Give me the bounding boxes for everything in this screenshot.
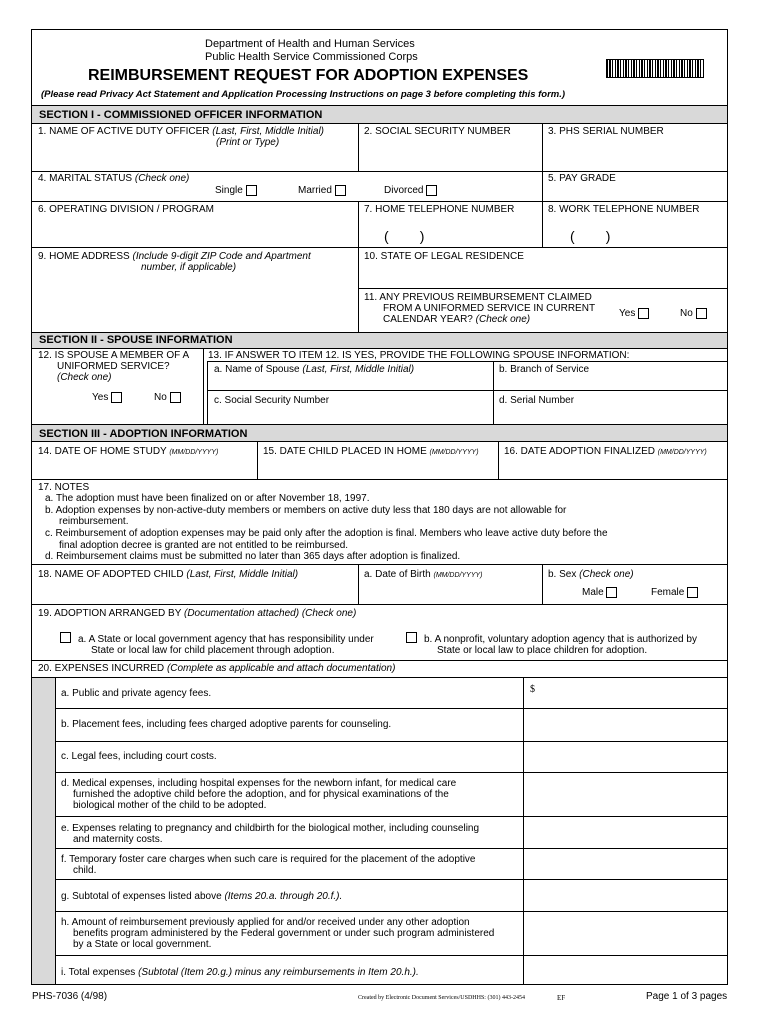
home-study-date-input[interactable]: [32, 458, 256, 478]
field-12-line2: UNIFORMED SERVICE?: [57, 361, 170, 372]
expense-d-amount[interactable]: [524, 773, 727, 815]
option-19a: a. A State or local government agency that has responsibility under: [78, 634, 374, 645]
gov-agency-option: [60, 632, 71, 643]
expense-d-cont2: biological mother of the child to be adopted.: [73, 800, 267, 811]
spouse-no: No: [154, 392, 181, 403]
spouse-yes-checkbox[interactable]: [111, 392, 122, 403]
field-1-hint: (Print or Type): [216, 137, 280, 148]
field-3-label: 3. PHS SERIAL NUMBER: [548, 126, 664, 137]
divider: [207, 361, 728, 362]
corps-name: Public Health Service Commissioned Corps: [205, 51, 418, 63]
female-option: Female: [651, 587, 698, 598]
home-address-input[interactable]: [32, 276, 357, 332]
home-phone-area[interactable]: ( ): [384, 228, 425, 244]
divider: [207, 390, 728, 391]
note-a: a. The adoption must have been finalized on or after November 18, 1997.: [45, 493, 370, 504]
expense-a-amount[interactable]: [524, 678, 727, 707]
field-10-label: 10. STATE OF LEGAL RESIDENCE: [364, 251, 524, 262]
divider: [55, 677, 56, 985]
divider: [31, 479, 728, 480]
expense-i-amount[interactable]: [524, 956, 727, 984]
field-6-label: 6. OPERATING DIVISION / PROGRAM: [38, 204, 214, 215]
expense-h-amount[interactable]: [524, 912, 727, 954]
single-checkbox[interactable]: [246, 185, 257, 196]
field-7-label: 7. HOME TELEPHONE NUMBER: [364, 204, 515, 215]
field-20-label: 20. EXPENSES INCURRED (Complete as applicable and attach documentation): [38, 663, 396, 674]
field-18a-label: a. Date of Birth (MM/DD/YYYY): [364, 569, 483, 580]
field-4-label: 4. MARITAL STATUS (Check one): [38, 173, 190, 184]
male-checkbox[interactable]: [606, 587, 617, 598]
form-title: REIMBURSEMENT REQUEST FOR ADOPTION EXPENSES: [88, 67, 529, 84]
section-2-heading: SECTION II - SPOUSE INFORMATION: [39, 334, 233, 346]
dollar-sign: $: [530, 684, 535, 695]
single-option: Single: [215, 185, 257, 196]
prev-claim-yes-checkbox[interactable]: [638, 308, 649, 319]
field-13d-label: d. Serial Number: [499, 395, 575, 406]
note-b-cont: reimbursement.: [59, 516, 129, 527]
left-margin-bar: [32, 678, 55, 984]
divider: [31, 201, 728, 202]
barcode: [606, 59, 704, 78]
spouse-name-input[interactable]: [208, 376, 492, 389]
divider: [542, 564, 543, 604]
instructions-note: (Please read Privacy Act Statement and Application Processing Instructions on page 3 before completing this form.): [41, 89, 566, 100]
expense-h-cont2: by a State or local government.: [73, 939, 212, 950]
field-12-label: 12. IS SPOUSE A MEMBER OF A: [38, 350, 190, 361]
expense-f-label: f. Temporary foster care charges when such care is required for the placement of the adoptive: [61, 854, 476, 865]
expense-g-label: g. Subtotal of expenses listed above (Items 20.a. through 20.f.).: [61, 891, 343, 902]
created-by: Created by Electronic Document Services/USDHHS: (301) 443-2454: [358, 995, 525, 1001]
section-3-heading: SECTION III - ADOPTION INFORMATION: [39, 428, 248, 440]
pay-grade-input[interactable]: [543, 186, 727, 201]
nonprofit-option: [406, 632, 417, 643]
ef-mark: EF: [557, 994, 566, 1002]
field-16-label: 16. DATE ADOPTION FINALIZED (MM/DD/YYYY): [504, 446, 707, 457]
phs-serial-input[interactable]: [543, 140, 727, 170]
spouse-yes: Yes: [92, 392, 122, 403]
expense-d-label: d. Medical expenses, including hospital expenses for the newborn infant, for medical care: [61, 778, 457, 789]
expense-e-amount[interactable]: [524, 817, 727, 847]
divider: [31, 660, 728, 661]
field-19-label: 19. ADOPTION ARRANGED BY (Documentation attached) (Check one): [38, 608, 357, 619]
option-19b-cont: State or local law to place children for adoption.: [437, 645, 648, 656]
operating-division-input[interactable]: [32, 218, 357, 246]
field-11-label: 11. ANY PREVIOUS REIMBURSEMENT CLAIMED: [364, 292, 592, 303]
spouse-no-checkbox[interactable]: [170, 392, 181, 403]
legal-residence-input[interactable]: [359, 264, 727, 287]
field-13c-label: c. Social Security Number: [214, 395, 330, 406]
field-11-line3: CALENDAR YEAR? (Check one): [383, 314, 531, 325]
field-1-label: 1. NAME OF ACTIVE DUTY OFFICER (Last, First, Middle Initial): [38, 126, 324, 137]
expense-b-label: b. Placement fees, including fees charged adoptive parents for counseling.: [61, 719, 392, 730]
field-18b-label: b. Sex (Check one): [548, 569, 634, 580]
note-b: b. Adoption expenses by non-active-duty members or members on active duty less that 180 days are not allowable for: [45, 505, 567, 516]
prev-claim-no: No: [680, 308, 707, 319]
expense-f-amount[interactable]: [524, 849, 727, 878]
expense-h-label: h. Amount of reimbursement previously applied for and/or received under any other adoption: [61, 917, 470, 928]
placed-date-input[interactable]: [258, 458, 497, 478]
expense-b-amount[interactable]: [524, 709, 727, 740]
field-13a-label: a. Name of Spouse (Last, First, Middle Initial): [214, 364, 415, 375]
divider: [542, 201, 543, 247]
expense-i-label: i. Total expenses (Subtotal (Item 20.g.) minus any reimbursements in Item 20.h.).: [61, 967, 419, 978]
ssn-input[interactable]: [359, 140, 541, 170]
field-14-label: 14. DATE OF HOME STUDY (MM/DD/YYYY): [38, 446, 219, 457]
option-19a-cont: State or local law for child placement through adoption.: [91, 645, 335, 656]
divider: [31, 171, 728, 172]
divider: [31, 441, 728, 442]
prev-claim-no-checkbox[interactable]: [696, 308, 707, 319]
section-1-heading: SECTION I - COMMISSIONED OFFICER INFORMATION: [39, 109, 323, 121]
field-5-label: 5. PAY GRADE: [548, 173, 616, 184]
field-18-label: 18. NAME OF ADOPTED CHILD (Last, First, Middle Initial): [38, 569, 299, 580]
officer-name-input[interactable]: [32, 150, 357, 170]
female-checkbox[interactable]: [687, 587, 698, 598]
divider: [31, 348, 728, 349]
expense-c-label: c. Legal fees, including court costs.: [61, 751, 217, 762]
work-phone-area[interactable]: ( ): [570, 228, 611, 244]
expense-f-cont: child.: [73, 865, 97, 876]
expense-d-cont: furnished the adoptive child before the adoption, and for physical examinations of the: [73, 789, 449, 800]
divorced-checkbox[interactable]: [426, 185, 437, 196]
nonprofit-checkbox[interactable]: [406, 632, 417, 643]
divider: [31, 123, 728, 124]
expense-c-amount[interactable]: [524, 742, 727, 771]
expense-e-cont: and maternity costs.: [73, 834, 163, 845]
notes-heading: 17. NOTES: [38, 482, 90, 493]
field-13-label: 13. IF ANSWER TO ITEM 12. IS YES, PROVIDE THE FOLLOWING SPOUSE INFORMATION:: [208, 350, 630, 361]
divider: [203, 348, 204, 424]
divider: [358, 288, 728, 289]
field-13b-label: b. Branch of Service: [499, 364, 590, 375]
note-c: c. Reimbursement of adoption expenses may be paid only after the adoption is final. Members who leave active duty before the: [45, 528, 608, 539]
field-8-label: 8. WORK TELEPHONE NUMBER: [548, 204, 700, 215]
option-19b: b. A nonprofit, voluntary adoption agency that is authorized by: [424, 634, 697, 645]
married-checkbox[interactable]: [335, 185, 346, 196]
field-9-hint: number, if applicable): [141, 262, 237, 273]
divider: [31, 247, 728, 248]
divorced-option: Divorced: [384, 185, 437, 196]
gov-agency-checkbox[interactable]: [60, 632, 71, 643]
field-9-label: 9. HOME ADDRESS (Include 9-digit ZIP Code and Apartment: [38, 251, 311, 262]
expense-h-cont: benefits program administered by the Federal government or under such program administered: [73, 928, 495, 939]
field-15-label: 15. DATE CHILD PLACED IN HOME (MM/DD/YYYY): [263, 446, 479, 457]
spouse-ssn-input[interactable]: [208, 407, 492, 423]
note-c-cont: final adoption decree is granted are not entitled to be reimbursed.: [59, 540, 349, 551]
expense-e-label: e. Expenses relating to pregnancy and childbirth for the biological mother, including counseling: [61, 823, 480, 834]
form-number: PHS-7036 (4/98): [32, 991, 108, 1002]
page-number: Page 1 of 3 pages: [646, 991, 728, 1002]
finalized-date-input[interactable]: [499, 458, 727, 478]
field-12-hint: (Check one): [57, 372, 112, 383]
branch-input[interactable]: [494, 376, 727, 389]
department-name: Department of Health and Human Services: [205, 38, 415, 50]
child-name-input[interactable]: [32, 582, 357, 603]
child-dob-input[interactable]: [359, 582, 541, 603]
spouse-serial-input[interactable]: [494, 407, 727, 423]
prev-claim-yes: Yes: [619, 308, 649, 319]
expense-g-amount[interactable]: [524, 880, 727, 910]
field-11-line2: FROM A UNIFORMED SERVICE IN CURRENT: [383, 303, 596, 314]
expense-a-label: a. Public and private agency fees.: [61, 688, 212, 699]
married-option: Married: [298, 185, 346, 196]
male-option: Male: [582, 587, 617, 598]
field-2-label: 2. SOCIAL SECURITY NUMBER: [364, 126, 511, 137]
divider: [31, 564, 728, 565]
note-d: d. Reimbursement claims must be submitted no later than 365 days after adoption is finalized.: [45, 551, 461, 562]
divider: [31, 604, 728, 605]
